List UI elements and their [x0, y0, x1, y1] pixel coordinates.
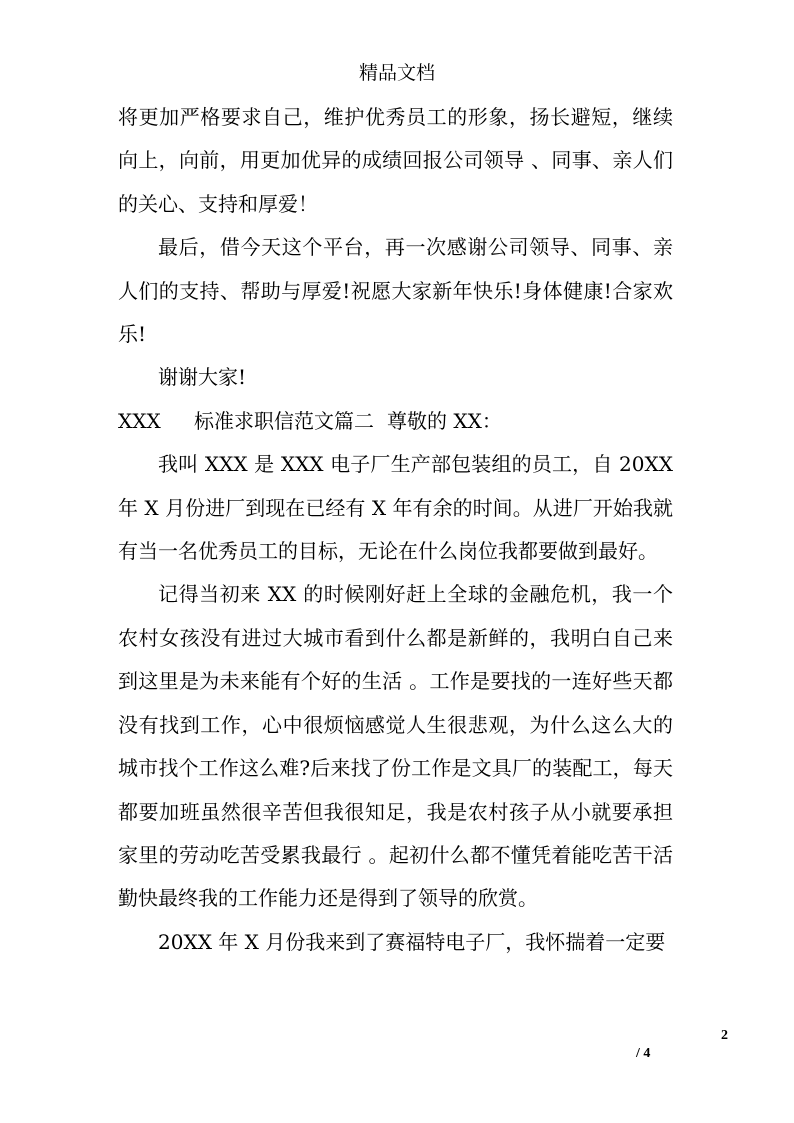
page-total: / 4 — [636, 1046, 651, 1061]
page-number: 2 — [721, 1028, 728, 1043]
paragraph-background: 记得当初来 XX 的时候刚好赶上全球的金融危机，我一个农村女孩没有进过大城市看到什么都是新鲜的，我明白自己来到这里是为未来能有个好的生活 。工作是要找的一连好些天都没有找到工作，心中很烦恼感觉人生很悲观，为什么这么大的城市找个工作这么难?后来找了份工作是文具厂的装配工，每天都要加班虽然很辛苦但我很知足，我是农村孩子从小就要承担家里的劳动吃苦受累我最行 。起初什么都不懂凭着能吃苦干活勤快最终我的工作能力还是得到了领导的欣赏。 — [118, 582, 673, 911]
paragraph-introduction: 我叫 XXX 是 XXX 电子厂生产部包装组的员工，自 20XX 年 X 月份进厂到现在已经有 X 年有余的时间。从进厂开始我就有当一名优秀员工的目标，无论在什么岗位我都要做到最好。 — [118, 452, 673, 564]
page-header-title: 精品文档 — [358, 62, 435, 84]
paragraph-thank-you: 谢谢大家! — [158, 365, 247, 390]
letter-title-line — [118, 400, 673, 443]
paragraph-final-thanks: 最后，借今天这个平台，再一次感谢公司领导、同事、亲人们的支持、帮助与厚爱!祝愿大家新年快乐!身体健康!合家欢乐! — [118, 235, 673, 347]
letter-title: 标准求职信范文篇二 — [194, 408, 374, 433]
paragraph-closing-commitment: 将更加严格要求自己，维护优秀员工的形象，扬长避短，继续向上，向前，用更加优异的成绩回报公司领导 、同事、亲人们的关心、支持和厚爱！ — [118, 105, 673, 216]
document-body — [118, 96, 673, 964]
title-name-placeholder: XXX — [118, 408, 161, 433]
paragraph-joining: 20XX 年 X 月份我来到了赛福特电子厂，我怀揣着一定要 — [158, 929, 666, 954]
letter-salutation: 尊敬的 XX： — [387, 408, 502, 433]
